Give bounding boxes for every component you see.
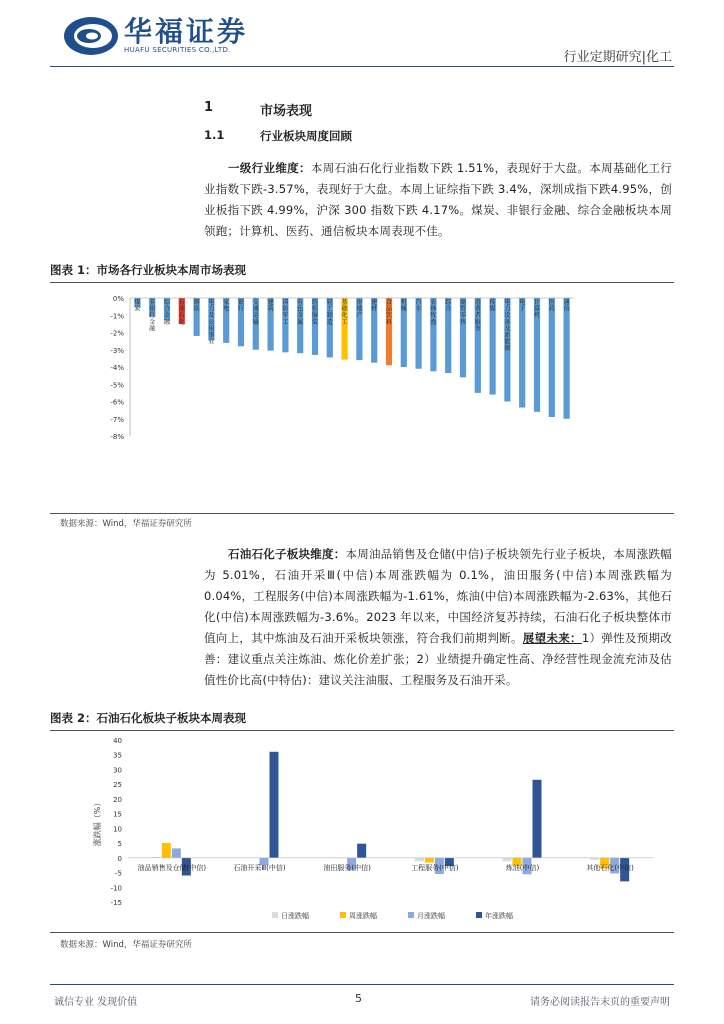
category-label: 机械 bbox=[400, 299, 407, 313]
category-label: 医药 bbox=[548, 299, 555, 313]
category-label: 家电 bbox=[223, 299, 230, 313]
figure1-top-rule bbox=[50, 282, 674, 283]
figure2-bottom-rule bbox=[50, 932, 674, 933]
category-label: 石油石化 bbox=[178, 299, 185, 326]
category-label: 农林牧渔 bbox=[430, 299, 437, 326]
y-tick-label: 30 bbox=[113, 766, 122, 775]
figure2-top-rule bbox=[50, 730, 674, 731]
paragraph-tail: 1）弹性及预期改善：建议重点关注炼油、炼化价差扩张；2）业绩提升确定性高、净经营性现金流充沛及估值性价比高(中特估)：建议关注油服、工程服务及石油开采。 bbox=[204, 631, 673, 687]
category-label: 交通运输 bbox=[252, 299, 259, 326]
legend-swatch bbox=[476, 912, 482, 918]
logo-mark-icon bbox=[62, 14, 120, 58]
footer-disclaimer: 请务必阅读报告末页的重要声明 bbox=[530, 997, 670, 1008]
subsector-performance-chart bbox=[50, 732, 674, 928]
category-label: 计算机 bbox=[533, 299, 541, 320]
category-label: 房地产 bbox=[356, 299, 363, 320]
bar bbox=[357, 844, 366, 858]
category-label: 建材 bbox=[371, 299, 378, 313]
category-label: 基础化工 bbox=[341, 299, 348, 326]
y-tick-label: -6% bbox=[110, 398, 124, 407]
paragraph-industry bbox=[204, 158, 672, 242]
paragraph-lead: 石油石化子板块维度： bbox=[228, 547, 346, 561]
category-label: 油田服务(中信) bbox=[323, 863, 371, 872]
figure2-source: 数据来源：Wind，华福证券研究所 bbox=[60, 940, 192, 950]
bar bbox=[172, 848, 181, 857]
y-tick-label: -7% bbox=[110, 415, 124, 424]
y-tick-label: 10 bbox=[113, 825, 122, 834]
bar bbox=[270, 752, 279, 858]
category-label: 银行 bbox=[237, 299, 245, 313]
footer-slogan: 诚信专业 发现价值 bbox=[54, 997, 138, 1008]
bar bbox=[162, 843, 171, 858]
category-label: 通信 bbox=[563, 299, 570, 313]
report-type: 行业定期研究|化工 bbox=[563, 50, 672, 65]
y-tick-label: -5% bbox=[110, 381, 124, 390]
bar bbox=[549, 298, 555, 417]
y-tick-label: -5 bbox=[115, 869, 122, 878]
bar bbox=[590, 858, 599, 860]
logo-text: 华福证券 bbox=[124, 15, 249, 48]
category-label: 有色金属 bbox=[297, 299, 304, 326]
category-label: 汽车 bbox=[415, 299, 422, 313]
subsection-number: 1.1 bbox=[204, 128, 225, 142]
category-label: 综合金融 bbox=[163, 299, 171, 326]
legend-swatch bbox=[408, 912, 414, 918]
paragraph-text: 本周石油石化行业指数下跌 1.51%，表现好于大盘。本周基础化工行业指数下跌-3.57%，表现好于大盘。本周上证综指下跌 3.4%，深圳成指下跌4.95%，创业板指下跌 4.99%，沪深 300 指数下跌 4.17%。煤炭、非银行金融、综合金融板块本周领跑；计算机、医药、通信板块本周表现不佳。 bbox=[204, 161, 672, 238]
category-label: 油品销售及仓储(中信) bbox=[137, 863, 207, 872]
category-label: 轻工制造 bbox=[326, 299, 333, 326]
figure1-title: 图表 1：市场各行业板块本周市场表现 bbox=[50, 263, 247, 277]
category-label: 建筑 bbox=[267, 299, 274, 313]
legend-swatch bbox=[272, 912, 278, 918]
category-label: 综合 bbox=[445, 299, 452, 313]
category-label: 石油开采Ⅲ(中信) bbox=[233, 863, 286, 872]
header-divider bbox=[50, 66, 674, 67]
outlook-label: 展望未来： bbox=[522, 631, 582, 645]
category-label: 炼油(中信) bbox=[505, 863, 540, 872]
y-tick-label: 25 bbox=[113, 781, 122, 790]
y-tick-label: 0 bbox=[117, 854, 122, 863]
y-tick-label: -2% bbox=[110, 329, 124, 338]
category-label: 其他石化(中信) bbox=[586, 863, 634, 872]
bar bbox=[415, 858, 424, 862]
legend-label: 周涨跌幅 bbox=[349, 912, 377, 920]
category-label: 食品饮料 bbox=[385, 299, 393, 326]
category-label: 商贸零售 bbox=[459, 299, 467, 326]
category-label: 工程服务(中信) bbox=[411, 863, 459, 872]
bar bbox=[519, 298, 525, 408]
figure1-source: 数据来源：Wind，华福证券研究所 bbox=[60, 519, 192, 529]
y-tick-label: -3% bbox=[110, 346, 124, 355]
category-label: 传媒 bbox=[489, 299, 496, 313]
category-label: 电力设备及新能源 bbox=[504, 299, 511, 353]
bar bbox=[503, 858, 512, 862]
section-number: 1 bbox=[204, 100, 214, 115]
legend-label: 年涨跌幅 bbox=[485, 912, 513, 920]
paragraph-text: 本周油品销售及仓储(中信)子板块领先行业子板块，本周涨跌幅为 5.01%，石油开采Ⅲ(中信)本周涨跌幅为 0.1%，油田服务(中信)本周涨跌幅为 0.04%，工程服务(中信)本周涨跌幅为-1.61%，炼油(中信)本周涨跌幅为-2.63%，其他石化(中信)本周涨跌幅为-3.6%。2023 年以来，中国经济复苏持续，石油石化子板块整体市值向上，其中炼油及石油开采板块领涨，符合我们前期判断。 bbox=[204, 547, 672, 645]
y-tick-label: 40 bbox=[113, 737, 122, 745]
category-label: 钢铁 bbox=[193, 299, 200, 313]
category-label: 纺织服装 bbox=[311, 299, 319, 326]
sector-performance-chart bbox=[50, 286, 674, 512]
bar bbox=[425, 858, 434, 863]
y-tick-label: 5 bbox=[117, 840, 122, 849]
bar bbox=[533, 780, 542, 858]
section-title: 市场表现 bbox=[260, 104, 313, 119]
y-tick-label: 0% bbox=[112, 295, 124, 303]
y-axis-title: 涨跌幅（%） bbox=[93, 798, 102, 847]
legend-label: 月涨跌幅 bbox=[417, 912, 445, 920]
category-label: 国防军工 bbox=[282, 299, 289, 326]
y-tick-label: -10 bbox=[110, 884, 122, 893]
figure2-title: 图表 2：石油石化板块子板块本周表现 bbox=[50, 711, 247, 725]
category-label: 非银行金融 bbox=[149, 299, 156, 333]
y-tick-label: -8% bbox=[110, 433, 124, 441]
category-label: 电力及公用事业 bbox=[208, 299, 215, 346]
paragraph-subsector bbox=[204, 544, 672, 691]
y-tick-label: 35 bbox=[113, 751, 122, 760]
page-number: 5 bbox=[355, 992, 362, 1005]
y-tick-label: -4% bbox=[110, 364, 124, 372]
bar bbox=[563, 298, 569, 419]
figure1-bottom-rule bbox=[50, 513, 674, 514]
subsection-title: 行业板块周度回顾 bbox=[260, 129, 352, 143]
y-tick-label: 20 bbox=[113, 795, 122, 804]
logo-subtitle: HUAFU SECURITIES CO.,LTD. bbox=[124, 46, 231, 54]
category-label: 电子 bbox=[519, 299, 526, 313]
y-tick-label: -1% bbox=[110, 312, 124, 321]
y-tick-label: 15 bbox=[113, 810, 122, 819]
category-label: 煤炭 bbox=[134, 299, 141, 313]
category-label: 消费者服务 bbox=[474, 299, 481, 333]
legend-swatch bbox=[340, 912, 346, 918]
y-tick-label: -15 bbox=[110, 899, 122, 907]
footer-divider bbox=[50, 984, 674, 985]
legend-label: 日涨跌幅 bbox=[281, 912, 309, 920]
paragraph-lead: 一级行业维度： bbox=[228, 161, 311, 175]
